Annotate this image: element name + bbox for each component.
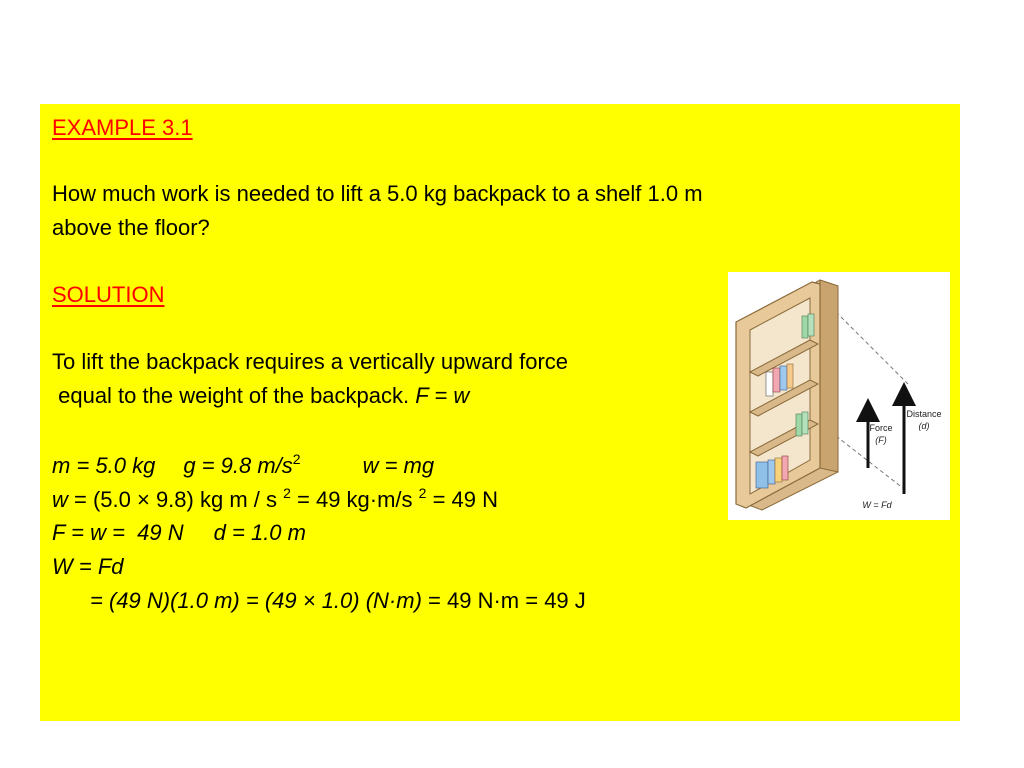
bookshelf-illustration <box>728 272 950 520</box>
gravity-value: g = 9.8 m/s <box>183 453 293 478</box>
weight-symbol: w <box>52 487 68 512</box>
force-label: Force <box>869 423 893 433</box>
weight-calc-exp-2: 2 <box>418 485 427 501</box>
equation-line-3 <box>52 519 306 547</box>
solution-title: SOLUTION <box>52 282 165 307</box>
mass-value: m = 5.0 kg <box>52 453 156 478</box>
equation-line-4 <box>52 553 124 581</box>
work-formula-label: W = Fd <box>862 500 892 510</box>
solution-line-2-text: equal to the weight of the backpack. <box>52 383 416 408</box>
solution-line-2-equation: F = w <box>415 383 470 408</box>
equation-line-1 <box>52 452 434 480</box>
example-title: EXAMPLE 3.1 <box>52 115 193 140</box>
equation-line-2 <box>52 486 498 514</box>
solution-line-2 <box>52 382 469 410</box>
work-result: = 49 N·m = 49 J <box>421 588 586 613</box>
weight-calc-1: = (5.0 × 9.8) kg m / s <box>67 487 284 512</box>
solution-line-1: To lift the backpack requires a vertically upward force <box>52 349 569 374</box>
example-slide <box>40 104 960 721</box>
weight-result: = 49 N <box>426 487 499 512</box>
force-equation: F = w = 49 N <box>52 520 184 545</box>
distance-label: Distance <box>906 409 942 419</box>
weight-calc-2: = 49 kg·m/s <box>290 487 419 512</box>
weight-calc-exp-1: 2 <box>283 485 291 501</box>
force-symbol: (F) <box>875 435 887 445</box>
bookshelf-diagram <box>728 272 950 520</box>
work-calc: = (49 N)(1.0 m) = (49 × 1.0) (N·m) <box>90 588 422 613</box>
distance-symbol: (d) <box>918 421 930 431</box>
weight-formula: w = mg <box>362 453 435 478</box>
question-line-1: How much work is needed to lift a 5.0 kg backpack to a shelf 1.0 m <box>52 181 703 206</box>
question-line-2: above the floor? <box>52 215 210 240</box>
gravity-exponent: 2 <box>292 451 301 467</box>
equation-line-5 <box>90 587 586 615</box>
work-formula: W = Fd <box>52 554 124 579</box>
distance-equation: d = 1.0 m <box>213 520 306 545</box>
